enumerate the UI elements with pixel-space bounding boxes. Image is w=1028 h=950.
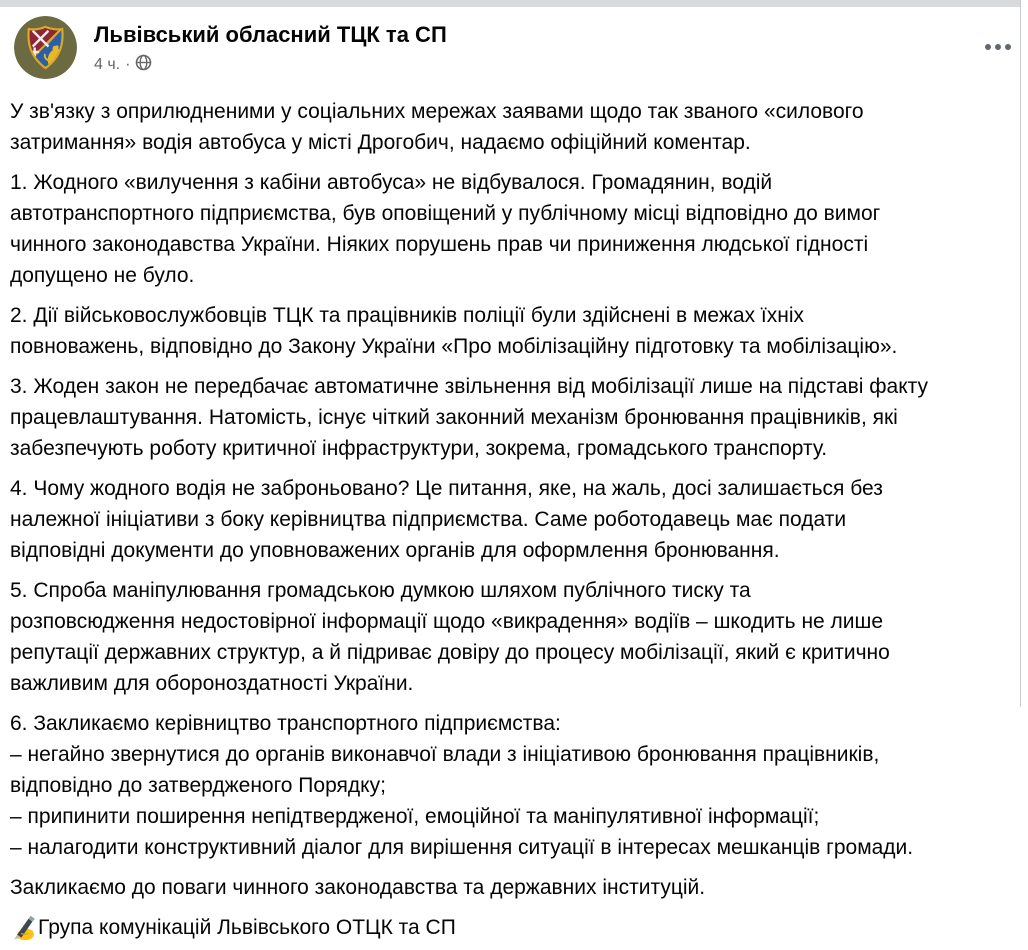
text-line: важливим для обороноздатності України. bbox=[10, 672, 414, 695]
text-line: 5. Спроба маніпулювання громадською думкою шляхом публічного тиску та bbox=[10, 579, 751, 602]
writing-hand-emoji-icon bbox=[10, 914, 37, 941]
post-paragraph bbox=[10, 872, 1020, 903]
text-line: автотранспортного підприємства, був оповіщений у публічному місці відповідно до вимог bbox=[10, 202, 881, 225]
text-line: репутації державних структур, а й підриває довіру до процесу мобілізації, який є критично bbox=[10, 641, 890, 664]
text-line: 3. Жоден закон не передбачає автоматичне звільнення від мобілізації лише на підставі факту bbox=[10, 375, 928, 398]
text-line: повноважень, відповідно до Закону України «Про мобілізаційну підготовку та мобілізацію». bbox=[10, 335, 898, 358]
text-line: затримання» водія автобуса у місті Дрогобич, надаємо офіційний коментар. bbox=[10, 131, 751, 154]
text-line: – налагодити конструктивний діалог для вирішення ситуації в інтересах мешканців громади. bbox=[10, 836, 914, 859]
more-options-button[interactable] bbox=[976, 34, 1020, 60]
text-line: забезпечують роботу критичної інфраструктури, зокрема, громадського транспорту. bbox=[10, 437, 828, 460]
dot-icon bbox=[1005, 44, 1011, 50]
post-paragraph bbox=[10, 708, 1020, 863]
post-meta bbox=[94, 53, 152, 77]
text-line bbox=[10, 912, 1020, 943]
text-line: чинного законодавства України. Ніяких порушень прав чи приниження людської гідності bbox=[10, 233, 869, 256]
text-line: відповідно до затвердженого Порядку; bbox=[10, 774, 386, 797]
globe-public-icon bbox=[135, 54, 152, 77]
post-paragraph bbox=[10, 473, 1020, 566]
meta-dot-separator: · bbox=[125, 56, 131, 73]
text-line: працевлаштування. Натомість, існує чіткий законний механізм бронювання працівників, які bbox=[10, 406, 898, 429]
text-line: розповсюдження недостовірної інформації щодо «викрадення» водіїв – шкодить не лише bbox=[10, 610, 884, 633]
text-line: допущено не було. bbox=[10, 264, 195, 287]
post-paragraph bbox=[10, 371, 1020, 464]
page-avatar[interactable] bbox=[14, 16, 77, 79]
post-paragraph bbox=[10, 300, 1020, 362]
text-line: – негайно звернутися до органів виконавчої влади з ініціативою бронювання працівників, bbox=[10, 743, 880, 766]
dot-icon bbox=[985, 44, 991, 50]
text-line: відповідні документи до уповноважених органів для оформлення бронювання. bbox=[10, 539, 780, 562]
dot-icon bbox=[995, 44, 1001, 50]
text-line: 6. Закликаємо керівництво транспортного підприємства: bbox=[10, 712, 561, 735]
post-header bbox=[0, 0, 1020, 96]
timestamp-link[interactable]: 4 ч. bbox=[94, 56, 121, 73]
post-paragraph bbox=[10, 96, 1020, 158]
text-line: У зв'язку з оприлюдненими у соціальних мережах заявами щодо так званого «силового bbox=[10, 100, 864, 123]
unit-emblem-icon bbox=[14, 16, 77, 79]
text-line: належної ініціативи з боку керівництва підприємства. Саме роботодавець має подати bbox=[10, 508, 847, 531]
column-right-border bbox=[1020, 0, 1021, 707]
post-paragraph bbox=[10, 167, 1020, 291]
text-line: 2. Дії військовослужбовців ТЦК та працівників поліції були здійснені в межах їхніх bbox=[10, 304, 805, 327]
post-paragraph bbox=[10, 575, 1020, 699]
text-line: 4. Чому жодного водія не заброньовано? Це питання, яке, на жаль, досі залишається без bbox=[10, 477, 883, 500]
text-line: 1. Жодного «вилучення з кабіни автобуса» не відбувалося. Громадянин, водій bbox=[10, 171, 773, 194]
text-line: Закликаємо до поваги чинного законодавства та державних інституцій. bbox=[10, 876, 706, 899]
text-line: – припинити поширення непідтвердженої, емоційної та маніпулятивної інформації; bbox=[10, 805, 820, 828]
page-name-link[interactable]: Львівський обласний ТЦК та СП bbox=[94, 22, 447, 47]
post-text bbox=[10, 96, 1020, 943]
signature-text: Група комунікацій Львівського ОТЦК та СП bbox=[38, 916, 456, 939]
post-signature bbox=[10, 912, 1020, 943]
